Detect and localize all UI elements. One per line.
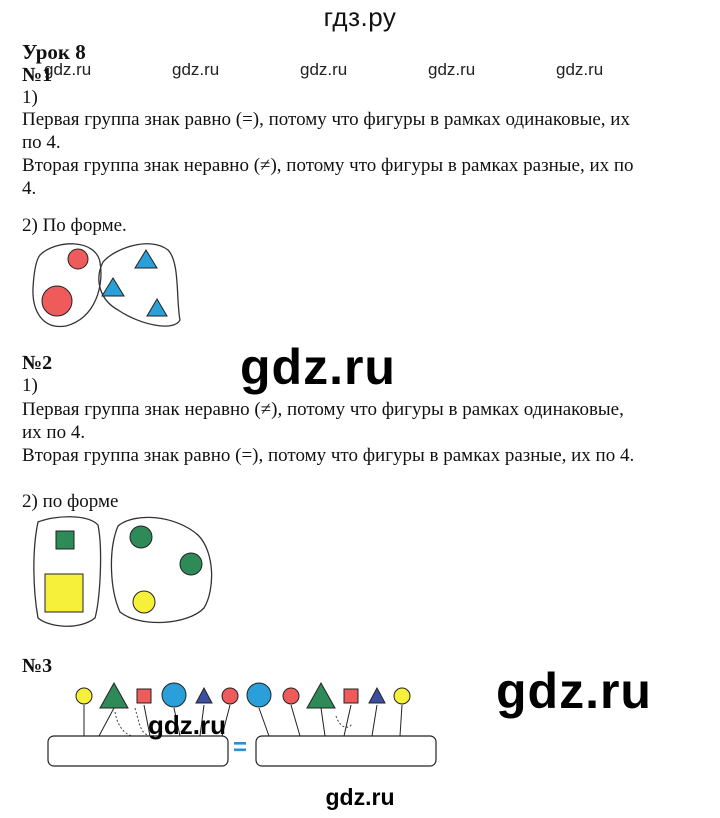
task2-part2: 2) по форме xyxy=(22,491,119,512)
task1-line1: Первая группа знак равно (=), потому что фигуры в рамках одинаковые, их xyxy=(22,109,630,130)
task2-line1: Первая группа знак неравно (≠), потому что фигуры в рамках одинаковые, xyxy=(22,399,624,420)
task2-number: №2 xyxy=(22,352,53,374)
watermark-small-5: gdz.ru xyxy=(556,60,604,79)
red-circle-1 xyxy=(222,688,238,704)
yellow-circle-1 xyxy=(76,688,92,704)
watermark-footer: gdz.ru xyxy=(325,784,395,810)
watermark-mid: gdz.ru xyxy=(148,710,226,740)
task1-part1-label: 1) xyxy=(22,87,38,108)
dotted-connector-right xyxy=(336,716,352,727)
task2-line3: Вторая группа знак равно (=), потому что фигуры в рамках разные, их по 4. xyxy=(22,445,635,466)
blue-circle-2 xyxy=(247,683,271,707)
task1-line2: по 4. xyxy=(22,132,61,153)
blue-circle-1 xyxy=(162,683,186,707)
dotted-connector-left xyxy=(115,712,132,736)
site-header: гдз.ру xyxy=(323,2,397,32)
task2-part1-label: 1) xyxy=(22,375,38,396)
yellow-circle-2 xyxy=(394,688,410,704)
task1-number: №1 xyxy=(22,64,53,86)
answer-box-right xyxy=(256,736,436,766)
red-circle-2 xyxy=(283,688,299,704)
watermark-big: gdz.ru xyxy=(240,339,396,395)
watermark-small-2: gdz.ru xyxy=(172,60,220,79)
task1-line3: Вторая группа знак неравно (≠), потому что фигуры в рамках разные, их по xyxy=(22,155,634,176)
task3-number: №3 xyxy=(22,655,53,677)
lesson-title: Урок 8 xyxy=(22,40,86,64)
red-square-2 xyxy=(344,689,358,703)
navy-triangle-2 xyxy=(369,688,385,703)
watermark-small-4: gdz.ru xyxy=(428,60,476,79)
task2-line2: их по 4. xyxy=(22,422,86,443)
green-triangle-1 xyxy=(100,683,128,708)
watermark-small-1: gdz.ru xyxy=(44,60,92,79)
navy-triangle-1 xyxy=(196,688,212,703)
task1-part2: 2) По форме. xyxy=(22,215,127,236)
equals-sign: = xyxy=(233,734,248,761)
red-square-1 xyxy=(137,689,151,703)
green-triangle-2 xyxy=(307,683,335,708)
watermark-big-right: gdz.ru xyxy=(496,663,652,719)
task1-line4: 4. xyxy=(22,178,37,199)
watermark-small-3: gdz.ru xyxy=(300,60,348,79)
